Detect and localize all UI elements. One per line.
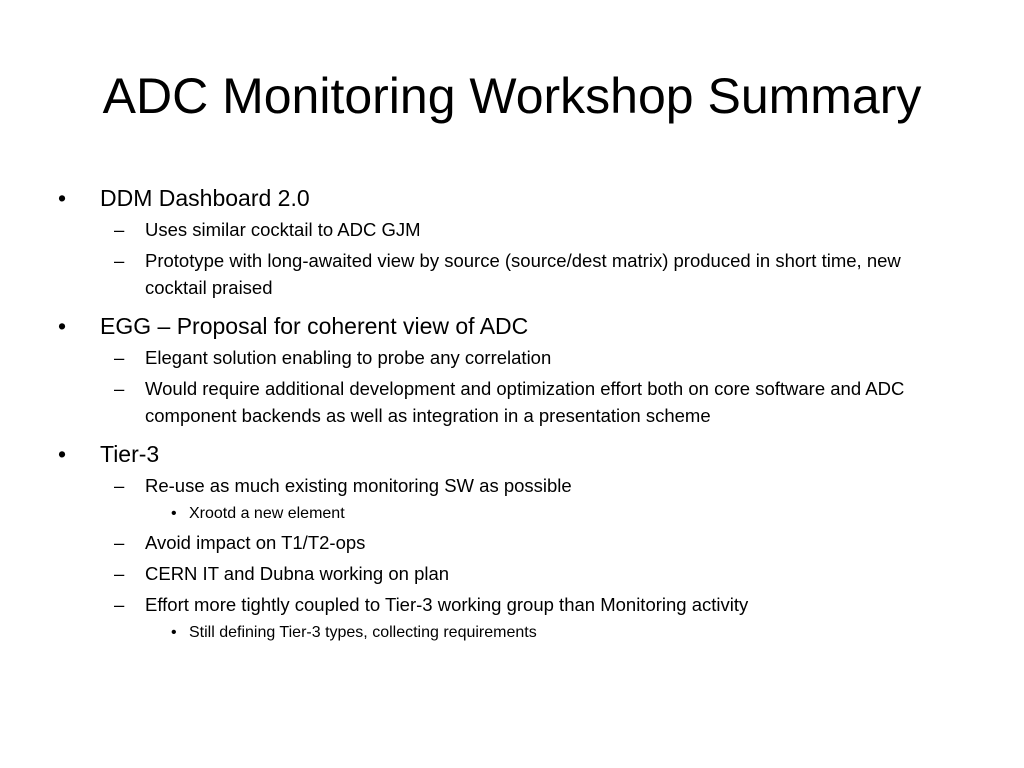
- sub-bullet-text: Would require additional development and optimization effort both on core software and ADC component backends as well as integration in a presentation scheme: [145, 378, 905, 426]
- sub-bullet-item: [58, 529, 958, 556]
- bullet-marker: •: [58, 313, 67, 339]
- dash-marker: –: [114, 563, 125, 584]
- bullet-list: [58, 184, 958, 644]
- sub-bullet-item: [58, 216, 958, 243]
- sub-sub-bullet-text: Xrootd a new element: [189, 505, 345, 522]
- bullet-marker: •: [171, 505, 177, 522]
- bullet-text: EGG – Proposal for coherent view of ADC: [100, 313, 529, 339]
- bullet-text: DDM Dashboard 2.0: [100, 185, 310, 211]
- dash-marker: –: [114, 219, 125, 240]
- sub-bullet-text: Uses similar cocktail to ADC GJM: [145, 219, 421, 240]
- dash-marker: –: [114, 347, 125, 368]
- bullet-item: [58, 312, 958, 340]
- sub-bullet-item: [58, 472, 958, 499]
- bullet-item: [58, 440, 958, 468]
- dash-marker: –: [114, 378, 125, 399]
- sub-bullet-text: Prototype with long-awaited view by source (source/dest matrix) produced in short time, new cocktail praised: [145, 250, 901, 298]
- sub-bullet-item: [58, 247, 958, 301]
- sub-sub-bullet-item: [58, 503, 958, 525]
- bullet-marker: •: [58, 185, 67, 211]
- sub-sub-bullet-item: [58, 622, 958, 644]
- dash-marker: –: [114, 475, 125, 496]
- sub-bullet-item: [58, 591, 958, 618]
- sub-bullet-item: [58, 375, 958, 429]
- sub-bullet-text: Avoid impact on T1/T2-ops: [145, 532, 366, 553]
- sub-sub-bullet-text: Still defining Tier-3 types, collecting requirements: [189, 624, 537, 641]
- slide-title: ADC Monitoring Workshop Summary: [102, 68, 922, 124]
- sub-bullet-text: Re-use as much existing monitoring SW as possible: [145, 475, 572, 496]
- dash-marker: –: [114, 532, 125, 553]
- dash-marker: –: [114, 594, 125, 615]
- sub-bullet-text: Effort more tightly coupled to Tier-3 working group than Monitoring activity: [145, 594, 749, 615]
- sub-bullet-text: Elegant solution enabling to probe any correlation: [145, 347, 552, 368]
- sub-bullet-text: CERN IT and Dubna working on plan: [145, 563, 450, 584]
- bullet-marker: •: [171, 624, 177, 641]
- sub-bullet-item: [58, 560, 958, 587]
- bullet-text: Tier-3: [100, 441, 160, 467]
- bullet-marker: •: [58, 441, 67, 467]
- dash-marker: –: [114, 250, 125, 271]
- sub-bullet-item: [58, 344, 958, 371]
- bullet-item: [58, 184, 958, 212]
